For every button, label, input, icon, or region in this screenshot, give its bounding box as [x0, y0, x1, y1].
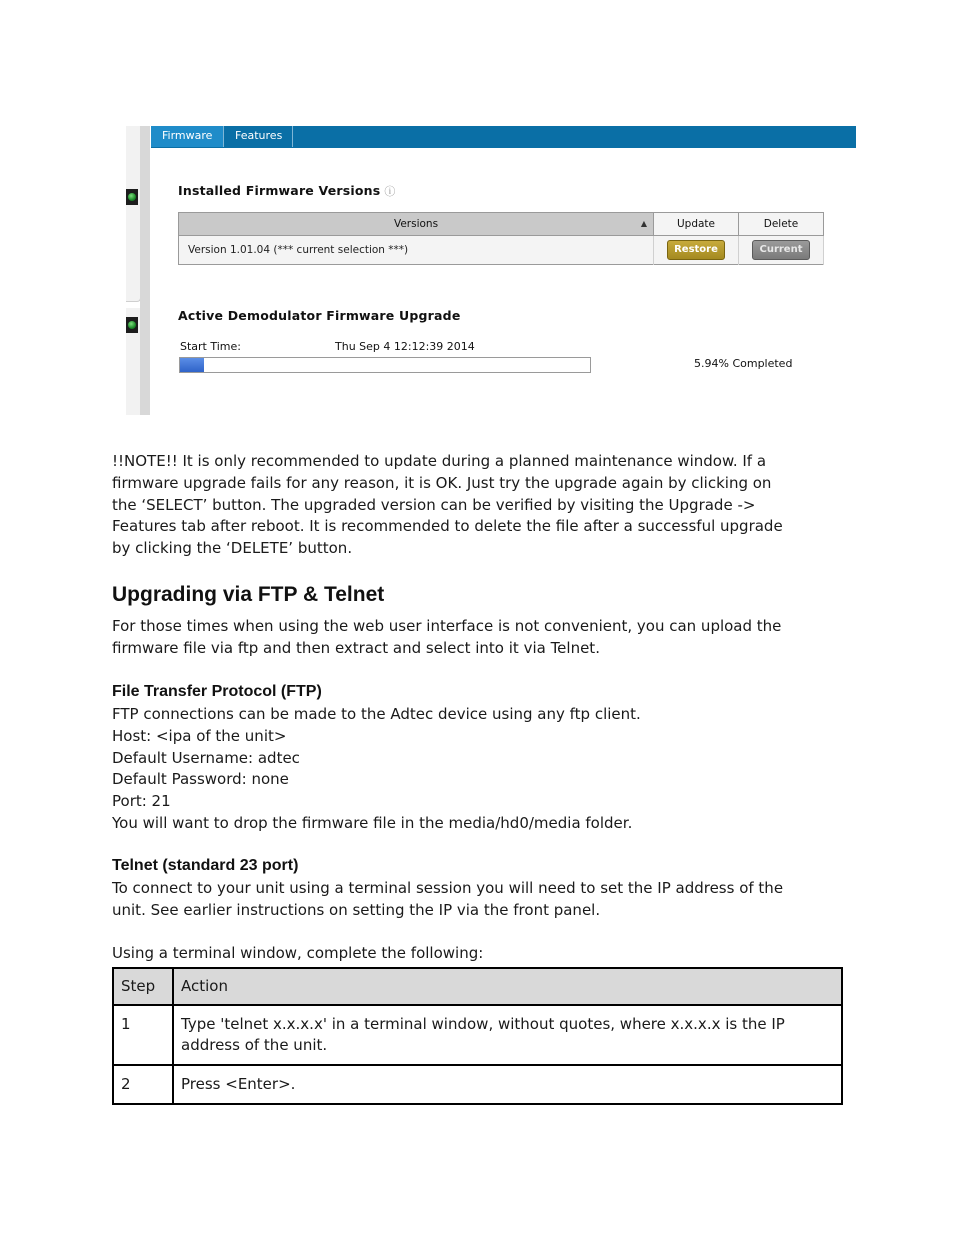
intro-paragraph — [112, 616, 842, 660]
sort-arrow-icon[interactable]: ▲ — [640, 219, 647, 228]
left-divider-strip — [140, 126, 150, 415]
update-column-header: Update — [654, 213, 739, 236]
ftp-paragraph — [112, 704, 842, 835]
note-line: by clicking the ‘DELETE’ button. — [112, 539, 353, 558]
upgrade-title: Active Demodulator Firmware Upgrade — [178, 308, 461, 323]
ftp-line: Port: 21 — [112, 792, 171, 811]
table-row — [179, 236, 824, 265]
ftp-heading: File Transfer Protocol (FTP) — [112, 683, 322, 700]
status-led-icon — [126, 189, 138, 205]
step-action: Type 'telnet x.x.x.x' in a terminal window, without quotes, where x.x.x.x is the IP address of the unit. — [173, 1005, 842, 1065]
installed-firmware-title-text: Installed Firmware Versions — [178, 183, 381, 198]
table-row — [113, 1005, 842, 1065]
telnet-line: unit. See earlier instructions on setting the IP via the front panel. — [112, 900, 601, 919]
ftp-line: Host: <ipa of the unit> — [112, 726, 287, 745]
tab-firmware[interactable]: Firmware — [151, 126, 224, 147]
note-line: Features tab after reboot. It is recommended to delete the file after a successful upgrade — [112, 517, 783, 536]
restore-button[interactable]: Restore — [667, 240, 725, 260]
tab-bar — [151, 126, 856, 148]
section-heading: Upgrading via FTP & Telnet — [112, 583, 385, 606]
question-circle-icon[interactable]: ⓘ — [384, 185, 396, 198]
versions-column-header[interactable] — [179, 213, 654, 236]
firmware-versions-table — [178, 212, 824, 265]
upgrade-progress-bar — [179, 357, 591, 373]
steps-header-row — [113, 968, 842, 1005]
tab-features[interactable]: Features — [224, 126, 293, 147]
left-panel-top — [126, 126, 141, 302]
ftp-line: FTP connections can be made to the Adtec device using any ftp client. — [112, 705, 641, 723]
firmware-screenshot — [126, 126, 856, 415]
ftp-line: You will want to drop the firmware file in the media/hd0/media folder. — [112, 813, 633, 832]
telnet-lead: Using a terminal window, complete the following: — [112, 944, 484, 962]
intro-line: firmware file via ftp and then extract and select into it via Telnet. — [112, 638, 600, 657]
step-number: 1 — [113, 1005, 173, 1065]
progress-fill — [180, 358, 204, 372]
ftp-line: Default Password: none — [112, 770, 289, 789]
delete-cell — [739, 236, 824, 265]
intro-line: For those times when using the web user interface is not convenient, you can upload the — [112, 617, 782, 635]
progress-percent-text: 5.94% Completed — [694, 357, 793, 370]
update-cell — [654, 236, 739, 265]
left-status-bar — [126, 126, 150, 415]
note-line: firmware upgrade fails for any reason, it is OK. Just try the upgrade again by clicking on — [112, 473, 772, 492]
start-time-value: Thu Sep 4 12:12:39 2014 — [335, 340, 475, 353]
status-led-icon — [126, 317, 138, 333]
telnet-paragraph — [112, 878, 842, 922]
telnet-heading: Telnet (standard 23 port) — [112, 857, 299, 874]
table-row — [113, 1065, 842, 1104]
note-line: the ‘SELECT’ button. The upgraded version can be verified by visiting the Upgrade -> — [112, 495, 756, 514]
start-time-label: Start Time: — [180, 340, 241, 353]
action-column-header: Action — [173, 968, 842, 1005]
table-header-row — [179, 213, 824, 236]
current-button[interactable]: Current — [752, 240, 810, 260]
step-number: 2 — [113, 1065, 173, 1104]
step-column-header: Step — [113, 968, 173, 1005]
versions-header-label: Versions — [393, 218, 439, 230]
telnet-steps-table — [112, 967, 843, 1105]
step-action: Press <Enter>. — [173, 1065, 842, 1104]
telnet-line: To connect to your unit using a terminal session you will need to set the IP address of the — [112, 879, 784, 897]
ftp-line: Default Username: adtec — [112, 748, 300, 767]
installed-firmware-title — [178, 183, 396, 199]
version-cell: Version 1.01.04 (*** current selection ***) — [179, 236, 654, 265]
note-paragraph — [112, 451, 842, 560]
delete-column-header: Delete — [739, 213, 824, 236]
note-line: !!NOTE!! It is only recommended to update during a planned maintenance window. If a — [112, 452, 767, 470]
